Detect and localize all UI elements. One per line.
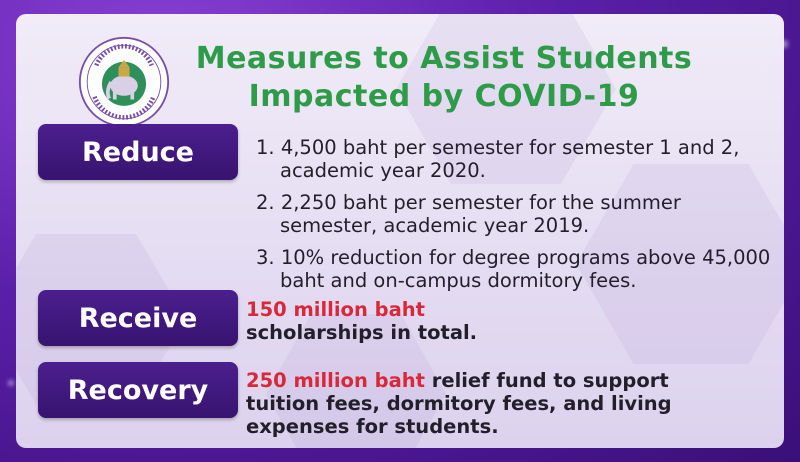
receive-highlight: 150 million baht: [246, 298, 425, 321]
page-title: [184, 40, 704, 116]
list-number: 3.: [256, 246, 275, 269]
list-text: 2,250 baht per semester for the summer semester, academic year 2019.: [280, 191, 681, 237]
list-number: 2.: [256, 191, 275, 214]
title-line-2: Impacted by COVID-19: [248, 79, 640, 114]
list-text: 10% reduction for degree programs above 45,000 baht and on-campus dormitory fees.: [280, 246, 771, 292]
receive-label: Receive: [38, 290, 238, 346]
list-item: [256, 136, 776, 182]
receive-description: scholarships in total.: [246, 321, 478, 344]
list-number: 1.: [256, 136, 275, 159]
recovery-highlight: 250 million baht: [246, 369, 425, 392]
list-item: [256, 191, 776, 237]
title-line-1: Measures to Assist Students: [195, 41, 693, 76]
list-text: 4,500 baht per semester for semester 1 and 2, academic year 2020.: [280, 136, 740, 182]
list-item: [256, 246, 776, 292]
university-seal-icon: [78, 36, 170, 128]
recovery-label: Recovery: [38, 362, 238, 418]
reduce-list: [256, 136, 776, 301]
reduce-label: Reduce: [38, 124, 238, 180]
receive-text: [246, 298, 666, 344]
background-glow: [8, 380, 14, 386]
recovery-text: [246, 369, 696, 438]
content-card: [16, 14, 784, 448]
recovery-description: relief fund to support tuition fees, dormitory fees, and living expenses for students.: [246, 369, 672, 438]
